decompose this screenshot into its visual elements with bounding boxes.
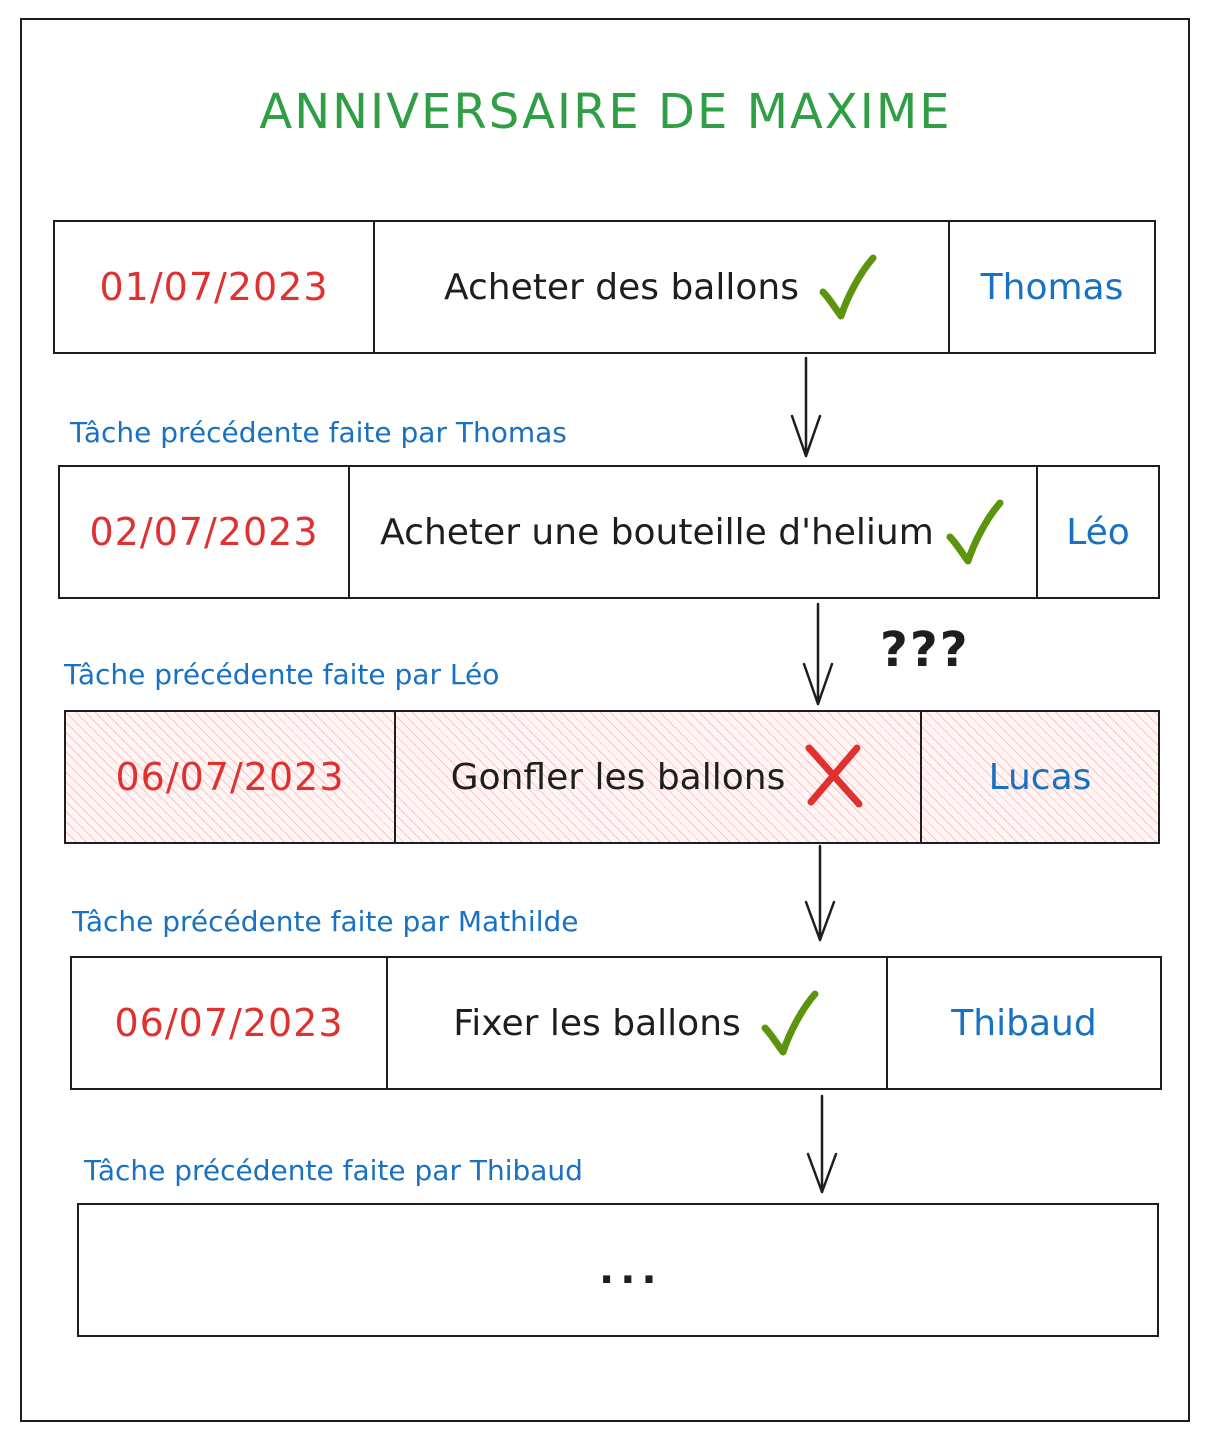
question-marks: ??? — [880, 622, 970, 678]
task-person: Thibaud — [886, 958, 1160, 1088]
down-arrow — [800, 844, 840, 944]
task-row — [53, 220, 1156, 354]
task-date: 01/07/2023 — [99, 265, 329, 309]
precedent-note: Tâche précédente faite par Léo — [64, 658, 500, 691]
task-description: Acheter des ballons — [444, 266, 799, 308]
task-description-cell — [373, 222, 948, 352]
task-person: Thomas — [948, 222, 1154, 352]
task-date: 06/07/2023 — [114, 1001, 344, 1045]
precedent-note: Tâche précédente faite par Thibaud — [84, 1154, 583, 1187]
check-icon — [759, 988, 821, 1058]
down-arrow — [786, 356, 826, 460]
down-arrow — [798, 602, 838, 708]
precedent-note: Tâche précédente faite par Mathilde — [72, 905, 579, 938]
task-date: 02/07/2023 — [89, 510, 319, 554]
task-row — [58, 465, 1160, 599]
ellipsis: ... — [599, 1247, 663, 1293]
task-description: Gonfler les ballons — [450, 756, 786, 798]
diagram-title: ANNIVERSAIRE DE MAXIME — [259, 84, 952, 140]
task-row — [70, 956, 1162, 1090]
task-description: Acheter une bouteille d'helium — [380, 511, 934, 553]
cross-icon — [803, 742, 865, 812]
check-icon — [817, 252, 879, 322]
precedent-note: Tâche précédente faite par Thomas — [70, 416, 567, 449]
task-row-failed — [64, 710, 1160, 844]
task-person: Léo — [1036, 467, 1158, 597]
task-description-cell — [348, 467, 1036, 597]
task-description-cell — [394, 712, 920, 842]
down-arrow — [802, 1094, 842, 1196]
next-task-placeholder — [77, 1203, 1159, 1337]
task-person: Lucas — [920, 712, 1158, 842]
task-description: Fixer les ballons — [453, 1002, 741, 1044]
check-icon — [944, 497, 1006, 567]
task-date: 06/07/2023 — [115, 755, 345, 799]
task-description-cell — [386, 958, 886, 1088]
